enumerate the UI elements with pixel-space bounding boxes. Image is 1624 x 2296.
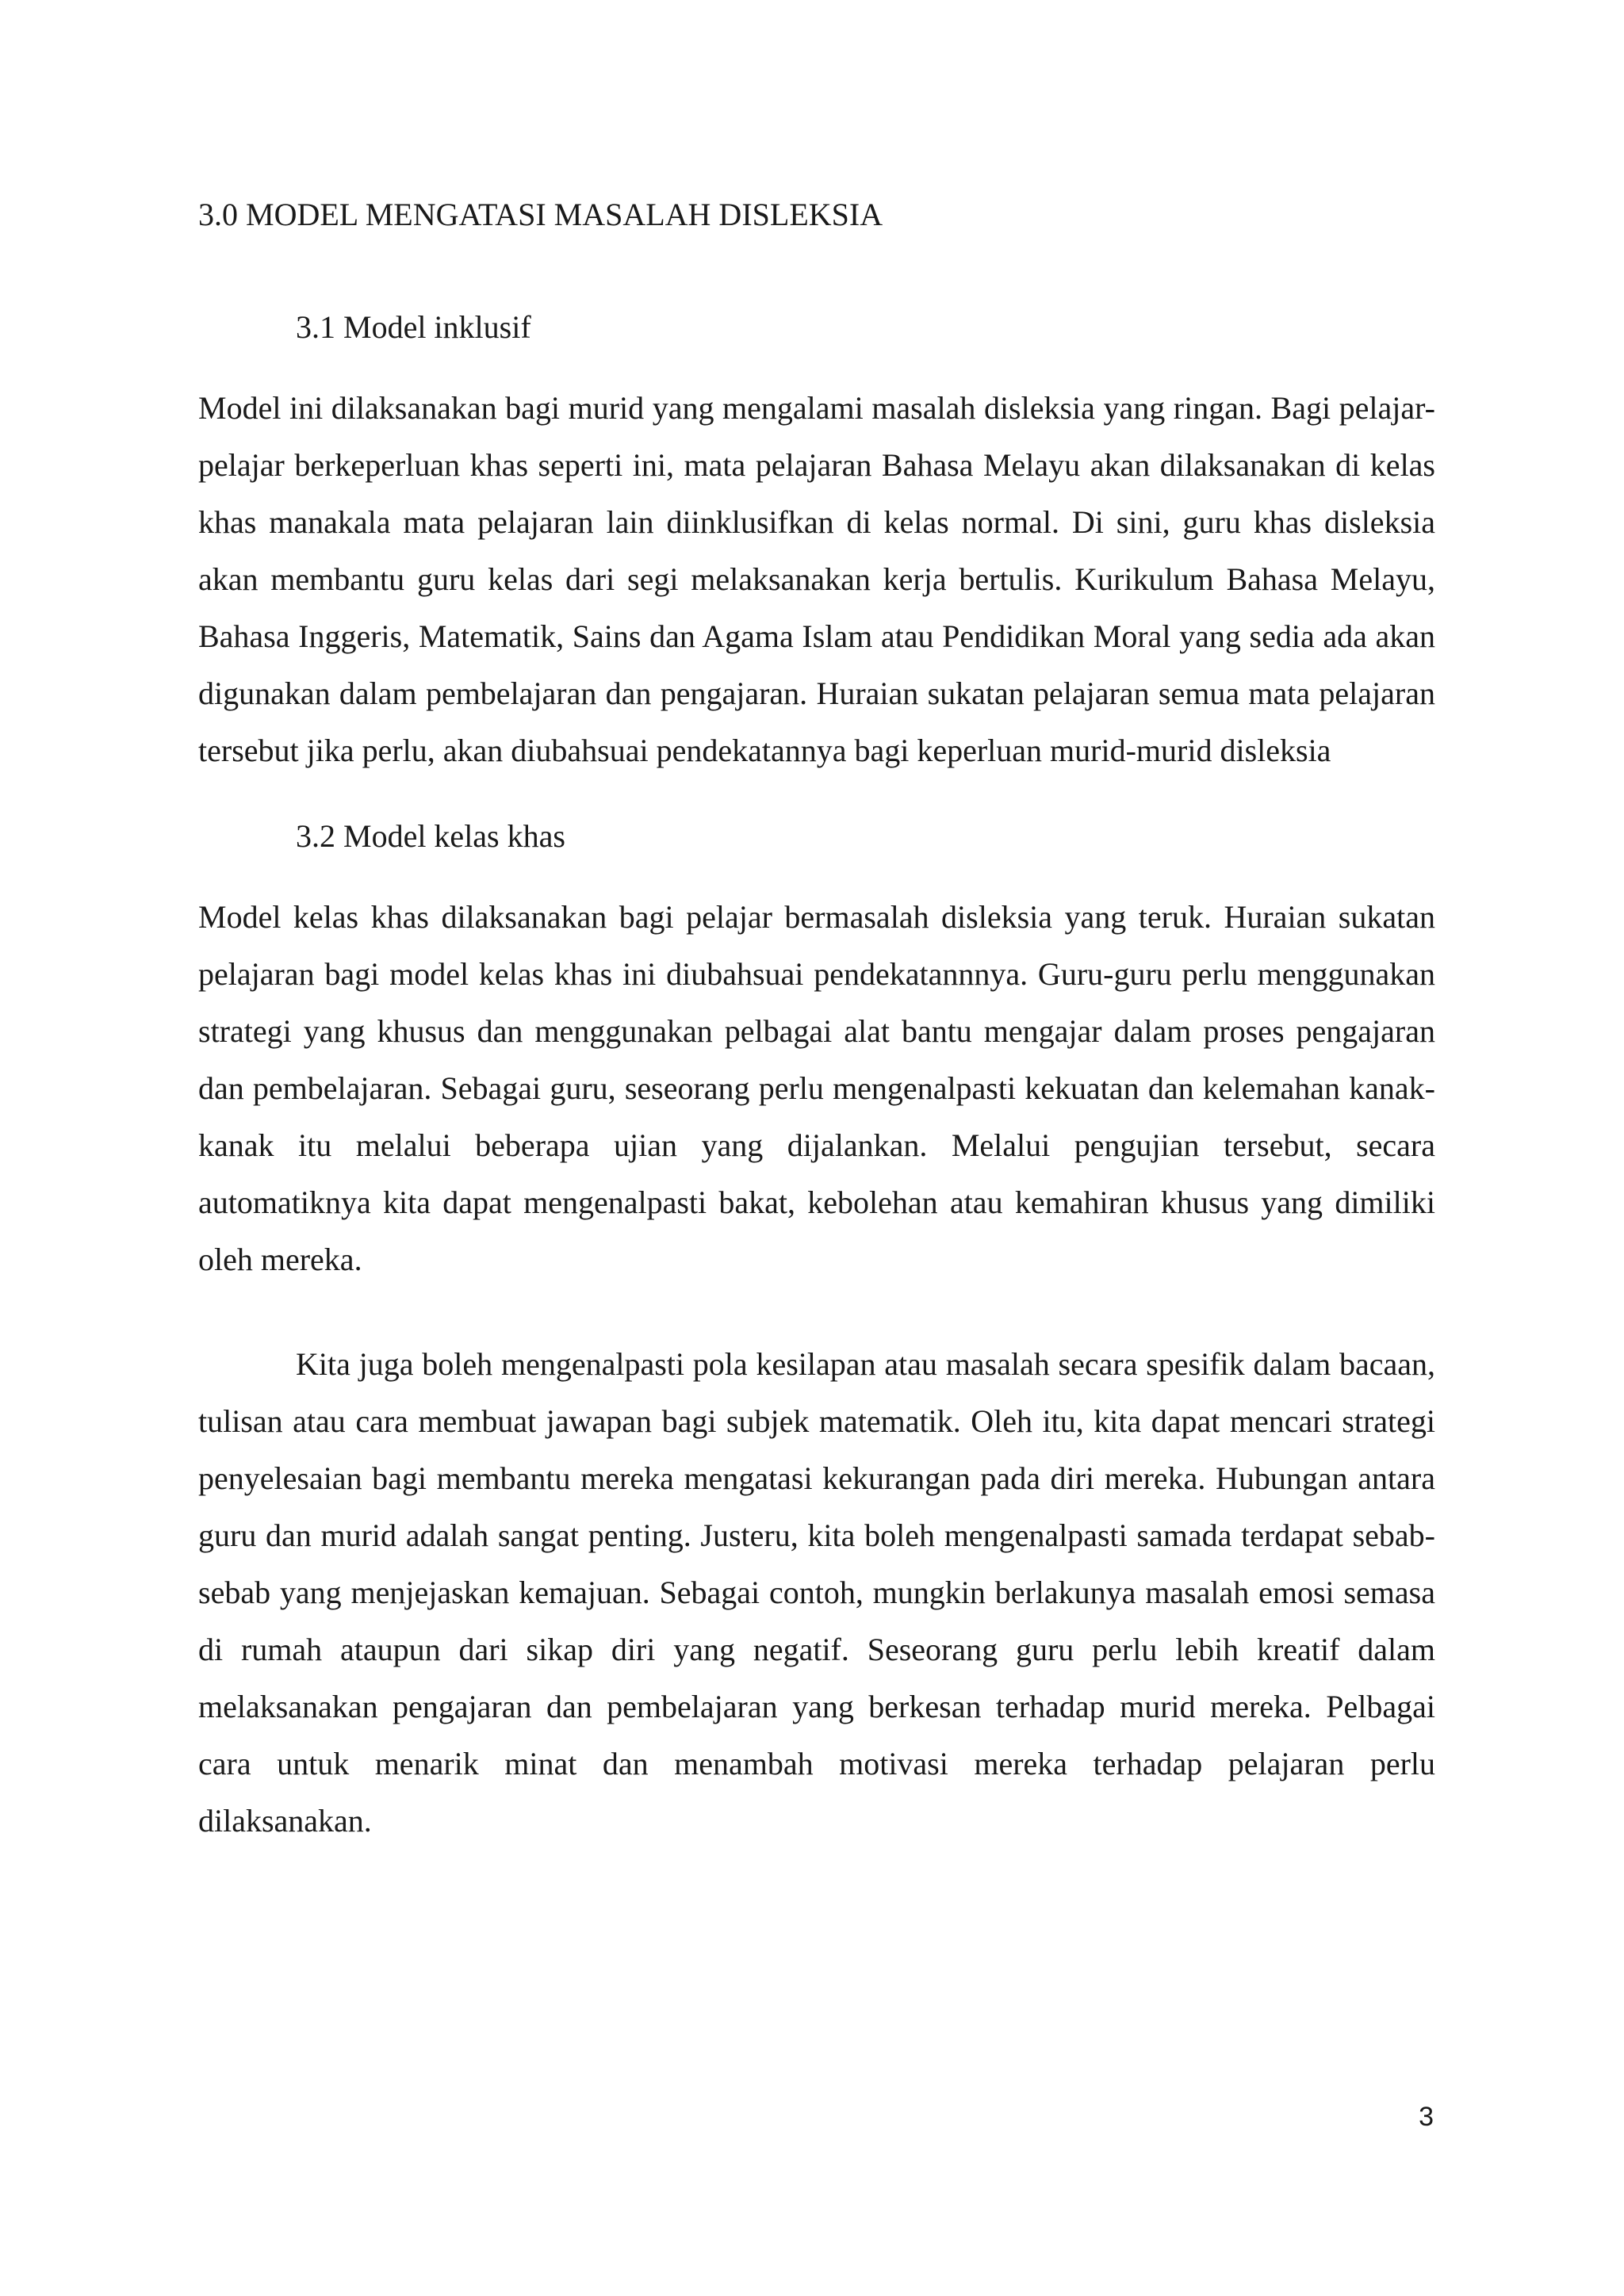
document-body [198, 186, 1435, 1878]
paragraph-error-patterns: Kita juga boleh mengenalpasti pola kesilapan atau masalah secara spesifik dalam bacaan, tulisan atau cara membuat jawapan bagi subjek matematik. Oleh itu, kita dapat mencari strategi penyelesaian bagi membantu mereka mengatasi kekurangan pada diri mereka. Hubungan antara guru dan murid adalah sangat penting. Justeru, kita boleh mengenalpasti samada terdapat sebab-sebab yang menjejaskan kemajuan. Sebagai contoh, mungkin berlakunya masalah emosi semasa di rumah ataupun dari sikap diri yang negatif. Seseorang guru perlu lebih kreatif dalam melaksanakan pengajaran dan pembelajaran yang berkesan terhadap murid mereka. Pelbagai cara untuk menarik minat dan menambah motivasi mereka terhadap pelajaran perlu dilaksanakan. [198, 1346, 1435, 1839]
paragraph-inclusive-model: Model ini dilaksanakan bagi murid yang mengalami masalah disleksia yang ringan. Bagi pelajar-pelajar berkeperluan khas seperti ini, mata pelajaran Bahasa Melayu akan dilaksanakan di kelas khas manakala mata pelajaran lain diinklusifkan di kelas normal. Di sini, guru khas disleksia akan membantu guru kelas dari segi melaksanakan kerja bertulis. Kurikulum Bahasa Melayu, Bahasa Inggeris, Matematik, Sains dan Agama Islam atau Pendidikan Moral yang sedia ada akan digunakan dalam pembelajaran dan pengajaran. Huraian sukatan pelajaran semua mata pelajaran tersebut jika perlu, akan diubahsuai pendekatannya bagi keperluan murid-murid disleksia [198, 390, 1435, 768]
section-title-inclusive-model: 3.1 Model inklusif [296, 309, 531, 345]
section-title-special-class-model: 3.2 Model kelas khas [296, 818, 565, 854]
page-number: 3 [1419, 2102, 1434, 2132]
paragraph-special-class-model: Model kelas khas dilaksanakan bagi pelajar bermasalah disleksia yang teruk. Huraian sukatan pelajaran bagi model kelas khas ini diubahsuai pendekatannnya. Guru-guru perlu menggunakan strategi yang khusus dan menggunakan pelbagai alat bantu mengajar dalam proses pengajaran dan pembelajaran. Sebagai guru, seseorang perlu mengenalpasti kekuatan dan kelemahan kanak-kanak itu melalui beberapa ujian yang dijalankan. Melalui pengujian tersebut, secara automatiknya kita dapat mengenalpasti bakat, kebolehan atau kemahiran khusus yang dimiliki oleh mereka. [198, 899, 1435, 1277]
chapter-heading: 3.0 MODEL MENGATASI MASALAH DISLEKSIA [198, 197, 883, 232]
